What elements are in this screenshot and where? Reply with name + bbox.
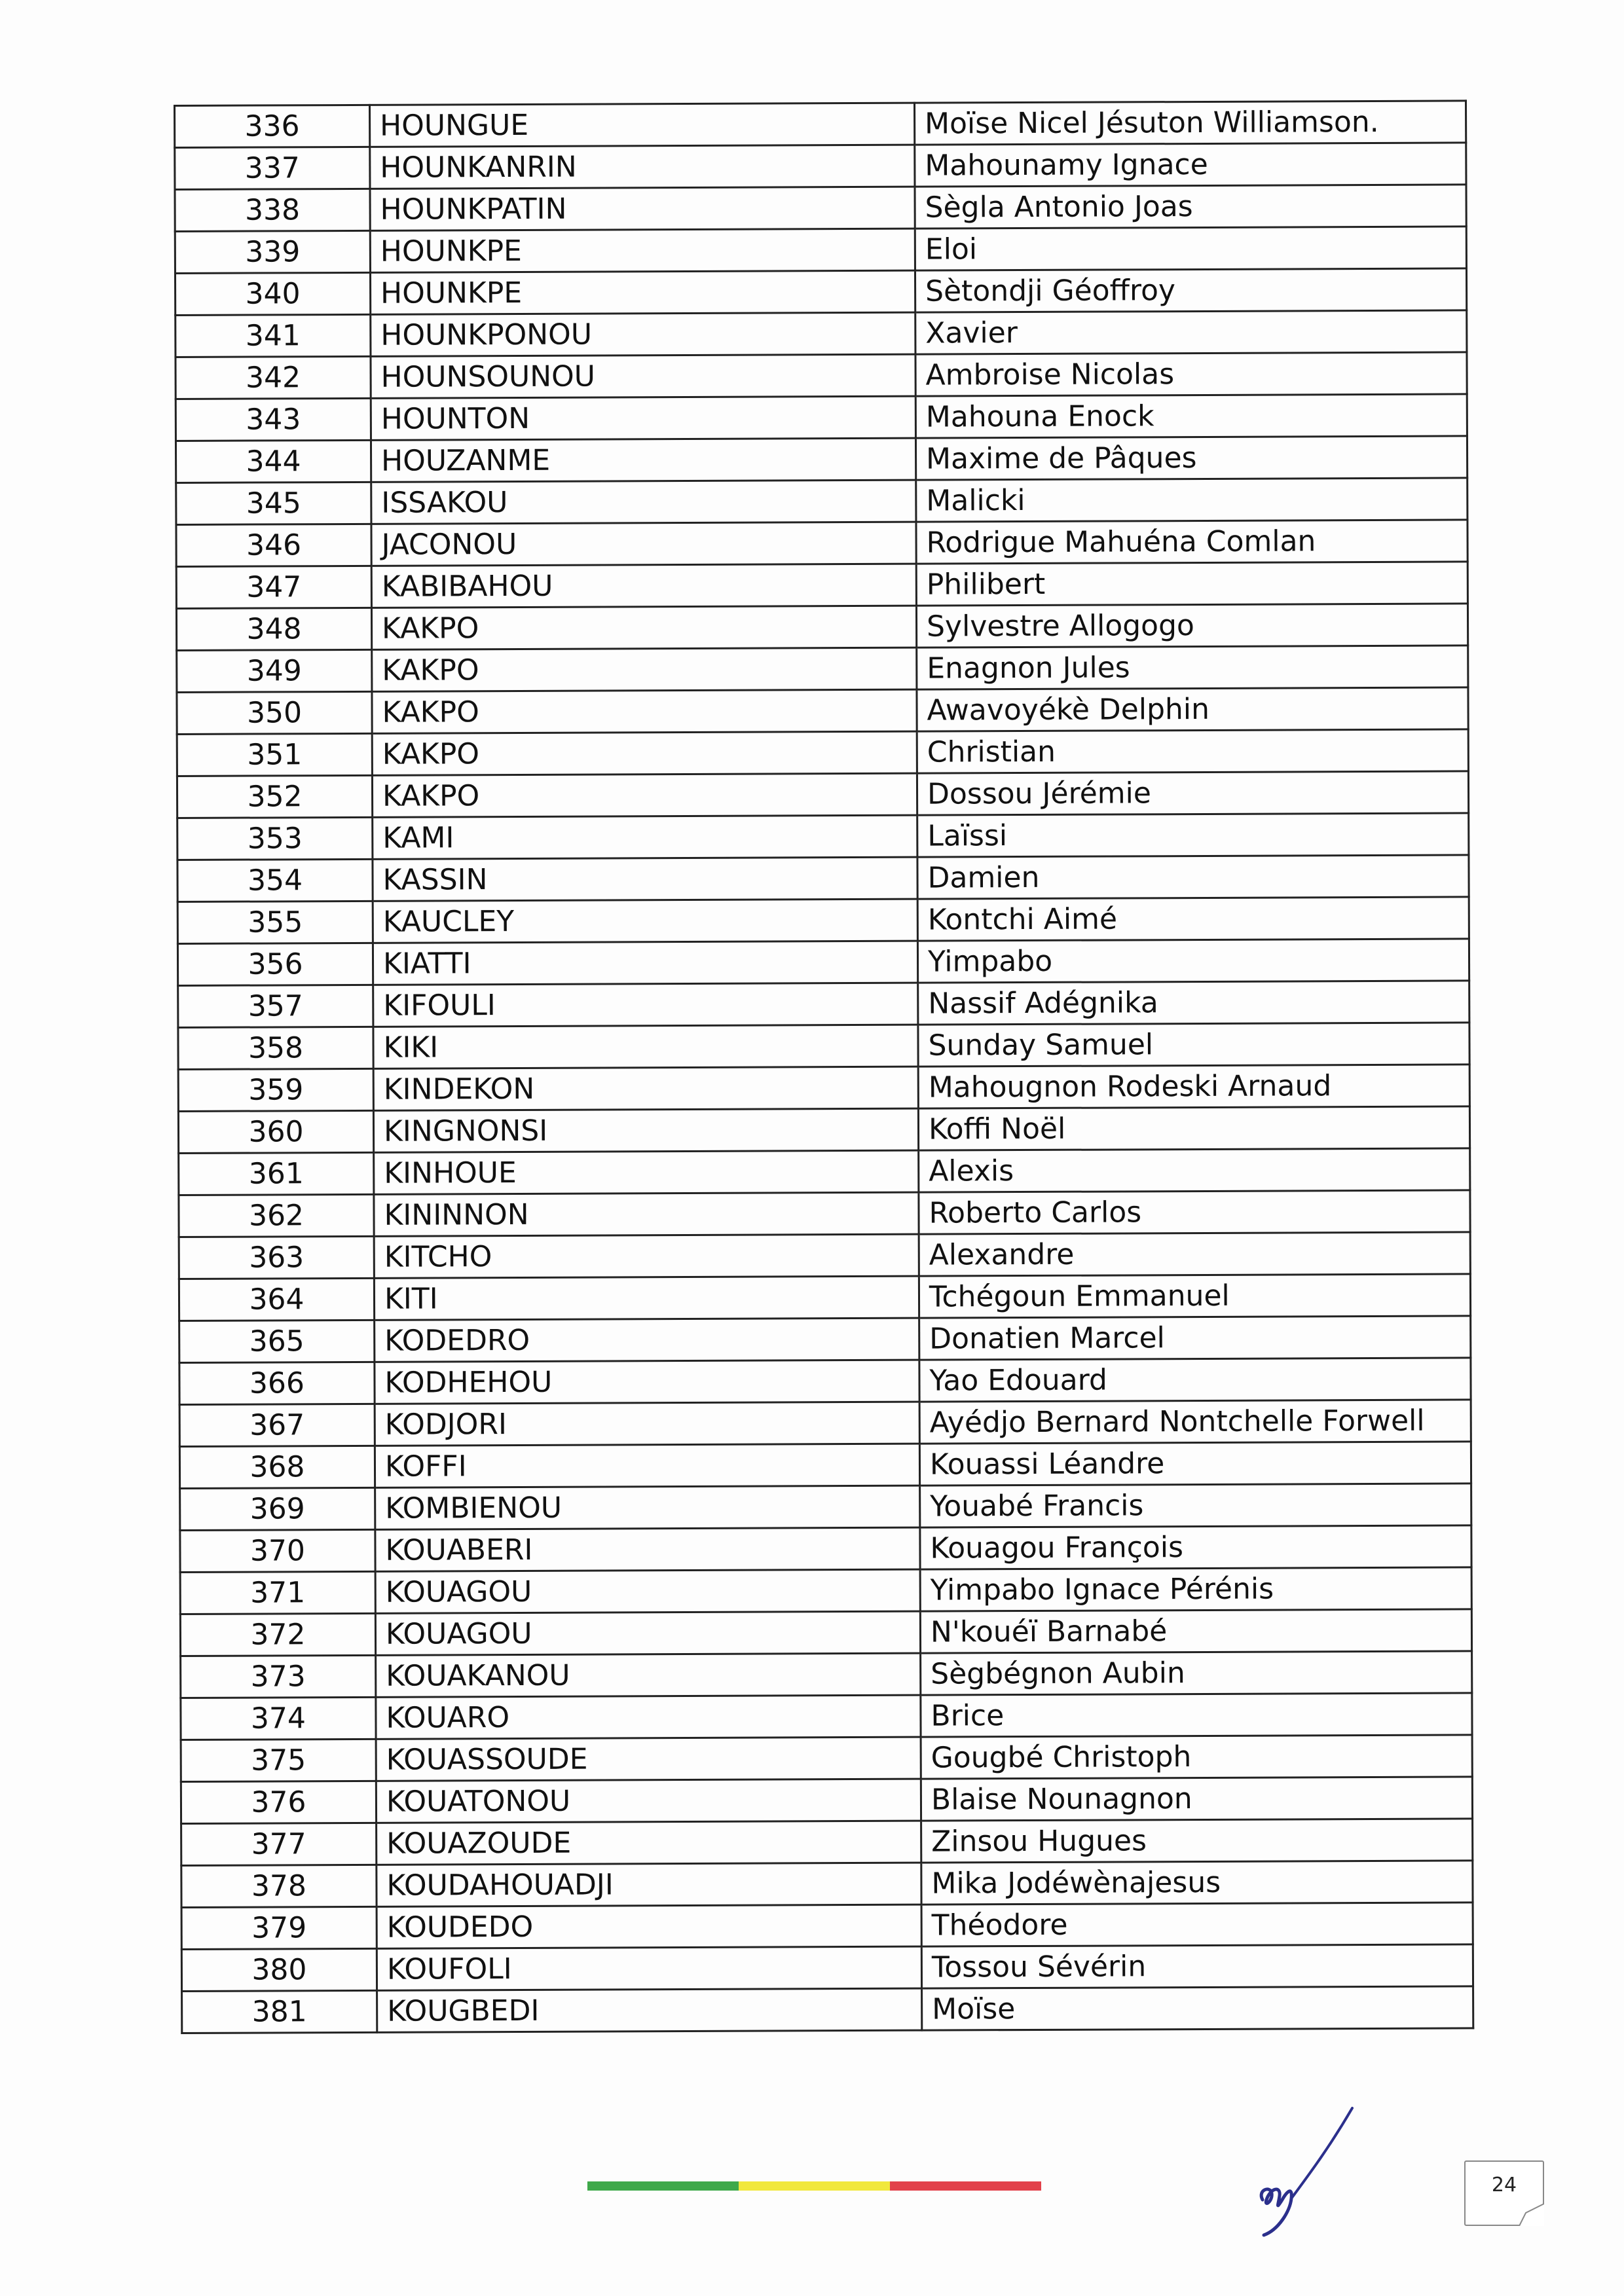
row-number-cell: 374: [181, 1697, 376, 1740]
last-name-cell: KINGNONSI: [373, 1108, 918, 1152]
first-names-cell: Yao Edouard: [919, 1358, 1471, 1402]
first-names-cell: Dossou Jérémie: [917, 771, 1468, 815]
last-name-cell: KOUABERI: [375, 1527, 920, 1571]
row-number-cell: 355: [177, 901, 373, 943]
row-number-cell: 347: [176, 566, 371, 608]
row-number-cell: 369: [180, 1487, 375, 1530]
table-row: [179, 1442, 1471, 1489]
first-names-cell: Donatien Marcel: [919, 1316, 1471, 1360]
table-row: [180, 1567, 1471, 1614]
flag-red-stripe: [890, 2181, 1041, 2191]
first-names-cell: Mahouna Enock: [915, 394, 1467, 438]
row-number-cell: 353: [177, 817, 373, 860]
row-number-cell: 341: [175, 314, 371, 357]
last-name-cell: KININNON: [374, 1192, 919, 1236]
table-row: [175, 352, 1467, 399]
table-row: [177, 729, 1468, 776]
first-names-cell: Kouassi Léandre: [919, 1442, 1471, 1485]
first-names-cell: N'kouéï Barnabé: [920, 1609, 1471, 1653]
row-number-cell: 342: [175, 356, 371, 399]
table-row: [175, 268, 1466, 316]
first-names-cell: Alexis: [919, 1148, 1470, 1192]
last-name-cell: KAUCLEY: [373, 899, 917, 943]
last-name-cell: HOUNKPATIN: [370, 187, 915, 230]
first-names-cell: Blaise Nounagnon: [921, 1777, 1472, 1821]
first-names-cell: Malicki: [916, 478, 1467, 522]
first-names-cell: Brice: [921, 1693, 1472, 1737]
row-number-cell: 371: [180, 1571, 375, 1614]
row-number-cell: 368: [179, 1446, 375, 1488]
table-row: [177, 813, 1469, 860]
first-names-cell: Sylvestre Allogogo: [916, 604, 1467, 647]
row-number-cell: 351: [177, 733, 372, 776]
last-name-cell: KIATTI: [373, 941, 917, 985]
table-row: [181, 1651, 1472, 1698]
row-number-cell: 375: [181, 1739, 376, 1781]
table-row: [179, 1358, 1471, 1405]
row-number-cell: 360: [178, 1110, 373, 1153]
row-number-cell: 346: [176, 524, 371, 566]
first-names-cell: Mahougnon Rodeski Arnaud: [918, 1065, 1469, 1108]
table-row: [180, 1609, 1471, 1656]
last-name-cell: HOUNTON: [371, 396, 915, 440]
last-name-cell: HOUNGUE: [370, 103, 915, 147]
row-number-cell: 373: [181, 1655, 376, 1698]
table-row: [178, 1023, 1469, 1070]
row-number-cell: 378: [181, 1865, 377, 1907]
table-row: [181, 1903, 1473, 1950]
first-names-cell: Sègla Antonio Joas: [915, 185, 1466, 228]
last-name-cell: KAKPO: [372, 773, 917, 817]
last-name-cell: KODHEHOU: [375, 1360, 919, 1404]
signature-mark: [1238, 2102, 1362, 2239]
table-row: [178, 981, 1469, 1028]
row-number-cell: 345: [176, 482, 371, 524]
table-row: [182, 1986, 1473, 2033]
row-number-cell: 372: [180, 1613, 375, 1656]
table-row: [179, 1232, 1470, 1279]
first-names-cell: Koffi Noël: [918, 1106, 1469, 1150]
table-row: [175, 143, 1466, 190]
last-name-cell: KOUAZOUDE: [377, 1821, 921, 1865]
first-names-cell: Maxime de Pâques: [915, 436, 1467, 480]
first-names-cell: Enagnon Jules: [917, 646, 1468, 689]
first-names-cell: Damien: [917, 855, 1469, 899]
last-name-cell: KOUARO: [376, 1695, 921, 1739]
first-names-cell: Roberto Carlos: [919, 1190, 1470, 1234]
row-number-cell: 340: [175, 272, 370, 315]
table-row: [176, 520, 1467, 567]
table-row: [175, 310, 1467, 357]
last-name-cell: KOUFOLI: [377, 1946, 921, 1990]
table-row: [181, 1944, 1473, 1992]
names-table-body: [175, 101, 1473, 2033]
last-name-cell: HOUNSOUNOU: [371, 354, 915, 398]
first-names-cell: Mika Jodéwènajesus: [921, 1861, 1473, 1904]
row-number-cell: 352: [177, 775, 372, 818]
table-row: [181, 1777, 1472, 1824]
table-row: [176, 604, 1467, 651]
row-number-cell: 337: [175, 147, 370, 189]
page-number: 24: [1491, 2174, 1517, 2196]
page-number-box: [1464, 2160, 1544, 2226]
last-name-cell: JACONOU: [371, 522, 916, 566]
last-name-cell: ISSAKOU: [371, 480, 916, 524]
first-names-cell: Moïse: [922, 1986, 1473, 2030]
row-number-cell: 362: [179, 1194, 374, 1237]
last-name-cell: KAKPO: [372, 647, 917, 691]
row-number-cell: 338: [175, 189, 370, 231]
first-names-cell: Youabé Francis: [920, 1484, 1471, 1527]
table-row: [175, 394, 1467, 441]
row-number-cell: 359: [178, 1068, 373, 1111]
table-row: [179, 1274, 1470, 1321]
first-names-cell: Ayédjo Bernard Nontchelle Forwell: [919, 1400, 1471, 1444]
last-name-cell: KITI: [374, 1276, 919, 1320]
last-name-cell: KASSIN: [373, 857, 917, 901]
table-row: [177, 771, 1468, 818]
first-names-cell: Xavier: [915, 310, 1467, 354]
first-names-cell: Tossou Sévérin: [921, 1944, 1473, 1988]
table-row: [181, 1861, 1473, 1908]
first-names-cell: Eloi: [915, 227, 1466, 270]
last-name-cell: KOUAKANOU: [376, 1653, 921, 1697]
last-name-cell: KIFOULI: [373, 983, 918, 1027]
table-row: [175, 185, 1466, 232]
first-names-cell: Awavoyékè Delphin: [917, 687, 1468, 731]
first-names-cell: Rodrigue Mahuéna Comlan: [916, 520, 1467, 564]
last-name-cell: KOUATONOU: [376, 1779, 921, 1823]
last-name-cell: KOUASSOUDE: [376, 1737, 921, 1781]
row-number-cell: 358: [178, 1027, 373, 1069]
table-row: [180, 1484, 1471, 1531]
first-names-cell: Yimpabo Ignace Pérénis: [920, 1567, 1471, 1611]
last-name-cell: KINHOUE: [374, 1150, 919, 1194]
row-number-cell: 364: [179, 1278, 374, 1321]
row-number-cell: 377: [181, 1823, 377, 1865]
first-names-cell: Zinsou Hugues: [921, 1819, 1473, 1863]
last-name-cell: HOUNKPONOU: [371, 312, 915, 356]
last-name-cell: KAMI: [373, 815, 917, 859]
table-row: [176, 562, 1467, 609]
row-number-cell: 336: [175, 105, 370, 147]
table-row: [175, 436, 1467, 483]
row-number-cell: 354: [177, 859, 373, 902]
table-row: [179, 1148, 1470, 1195]
row-number-cell: 361: [179, 1152, 374, 1195]
table-row: [178, 1065, 1469, 1112]
row-number-cell: 376: [181, 1781, 376, 1823]
table-row: [177, 646, 1468, 693]
first-names-cell: Christian: [917, 729, 1468, 773]
table-row: [177, 897, 1469, 944]
first-names-cell: Tchégoun Emmanuel: [919, 1274, 1470, 1318]
first-names-cell: Gougbé Christoph: [921, 1735, 1472, 1779]
first-names-cell: Yimpabo: [917, 939, 1469, 983]
last-name-cell: KAKPO: [372, 689, 917, 733]
last-name-cell: KAKPO: [371, 606, 916, 649]
row-number-cell: 339: [175, 230, 370, 273]
last-name-cell: HOUNKANRIN: [370, 145, 915, 189]
national-colors-bar: [587, 2181, 1041, 2191]
last-name-cell: KODJORI: [375, 1402, 919, 1446]
table-row: [176, 478, 1467, 525]
row-number-cell: 350: [177, 691, 372, 734]
table-row: [177, 687, 1468, 735]
table-row: [177, 939, 1469, 986]
last-name-cell: KOFFI: [375, 1444, 919, 1487]
table-row: [181, 1735, 1472, 1782]
last-name-cell: KITCHO: [374, 1234, 919, 1278]
first-names-cell: Philibert: [916, 562, 1467, 606]
row-number-cell: 357: [178, 985, 373, 1027]
flag-green-stripe: [587, 2181, 739, 2191]
last-name-cell: KABIBAHOU: [371, 564, 916, 608]
table-row: [181, 1693, 1472, 1740]
row-number-cell: 348: [176, 608, 371, 650]
first-names-cell: Nassif Adégnika: [918, 981, 1469, 1025]
names-table: [174, 100, 1474, 2034]
last-name-cell: KOUAGOU: [375, 1611, 920, 1655]
row-number-cell: 366: [179, 1362, 375, 1404]
last-name-cell: HOUNKPE: [370, 228, 915, 272]
last-name-cell: KOMBIENOU: [375, 1485, 920, 1529]
first-names-cell: Sètondji Géoffroy: [915, 268, 1466, 312]
row-number-cell: 381: [182, 1990, 377, 2033]
first-names-cell: Sunday Samuel: [918, 1023, 1469, 1066]
table-row: [179, 1190, 1470, 1237]
row-number-cell: 363: [179, 1236, 374, 1279]
table-row: [179, 1316, 1471, 1363]
row-number-cell: 356: [177, 943, 373, 985]
last-name-cell: KIKI: [373, 1025, 918, 1068]
flag-yellow-stripe: [739, 2181, 890, 2191]
first-names-cell: Alexandre: [919, 1232, 1470, 1276]
first-names-cell: Mahounamy Ignace: [915, 143, 1466, 187]
table-row: [178, 1106, 1469, 1154]
row-number-cell: 367: [179, 1404, 375, 1446]
first-names-cell: Sègbégnon Aubin: [921, 1651, 1472, 1695]
last-name-cell: KINDEKON: [373, 1066, 918, 1110]
table-row: [181, 1819, 1473, 1866]
row-number-cell: 365: [179, 1320, 375, 1362]
first-names-cell: Kouagou François: [920, 1525, 1471, 1569]
first-names-cell: Laïssi: [917, 813, 1469, 857]
first-names-cell: Théodore: [921, 1903, 1473, 1946]
last-name-cell: KOUDEDO: [377, 1904, 921, 1948]
row-number-cell: 349: [177, 649, 372, 692]
row-number-cell: 380: [181, 1948, 377, 1991]
first-names-cell: Kontchi Aimé: [917, 897, 1469, 941]
last-name-cell: KAKPO: [372, 731, 917, 775]
table-row: [175, 101, 1466, 148]
last-name-cell: KOUAGOU: [375, 1569, 920, 1613]
first-names-cell: Moïse Nicel Jésuton Williamson.: [914, 101, 1466, 145]
last-name-cell: HOUNKPE: [370, 270, 915, 314]
last-name-cell: KODEDRO: [375, 1318, 919, 1362]
row-number-cell: 344: [175, 440, 371, 483]
row-number-cell: 370: [180, 1529, 375, 1572]
last-name-cell: HOUZANME: [371, 438, 915, 482]
last-name-cell: KOUDAHOUADJI: [377, 1863, 921, 1906]
page-curl-icon: [1519, 2204, 1544, 2226]
table-row: [177, 855, 1469, 902]
row-number-cell: 379: [181, 1906, 377, 1949]
last-name-cell: KOUGBEDI: [377, 1988, 922, 2032]
table-row: [175, 227, 1466, 274]
row-number-cell: 343: [175, 398, 371, 441]
first-names-cell: Ambroise Nicolas: [915, 352, 1467, 396]
table-row: [180, 1525, 1471, 1573]
table-row: [179, 1400, 1471, 1447]
